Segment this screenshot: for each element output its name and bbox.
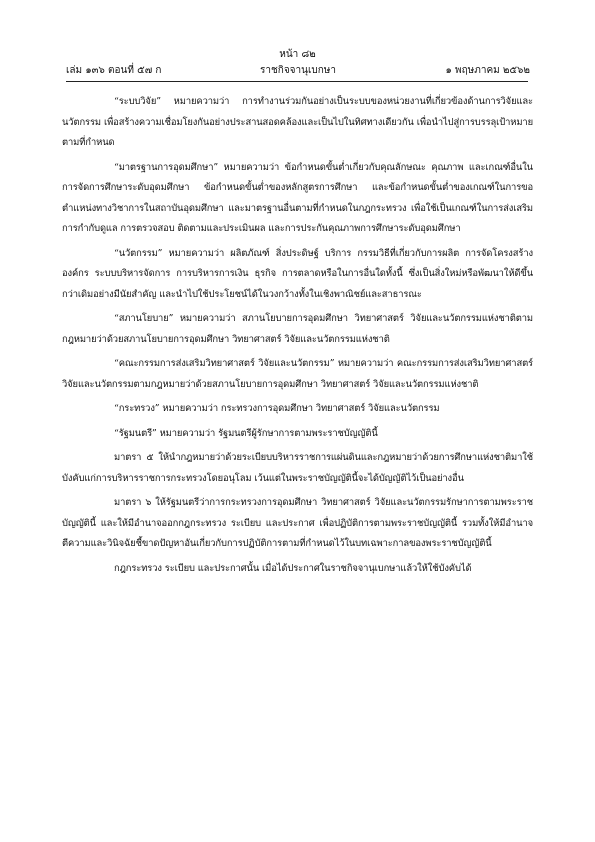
publication-date: ๑ พฤษภาคม ๒๕๖๒ bbox=[445, 65, 530, 76]
section-6: มาตรา ๖ ให้รัฐมนตรีว่าการกระทรวงการอุดมศึกษา วิทยาศาสตร์ วิจัยและนวัตกรรมรักษาการตามพระราชบัญญัตินี้ และให้มีอำนาจออกกฎกระทรวง ระเบียบ และประกาศ เพื่อปฏิบัติการตามพระราชบัญญัตินี้ รวมทั้งให้มีอำนาจตีความและวินิจฉัยชี้ขาดปัญหาอันเกี่ยวกับการปฏิบัติการตามที่กำหนดไว้ในบทเฉพาะกาลของพระราชบัญญัตินี้ bbox=[62, 497, 533, 549]
volume-issue: เล่ม ๑๓๖ ตอนที่ ๕๗ ก bbox=[66, 65, 162, 76]
definition-ministry: “กระทรวง” หมายความว่า กระทรวงการอุดมศึกษา วิทยาศาสตร์ วิจัยและนวัตกรรม bbox=[114, 403, 440, 414]
definition-policy-council: “สภานโยบาย” หมายความว่า สภานโยบายการอุดมศึกษา วิทยาศาสตร์ วิจัยและนวัตกรรมแห่งชาติตามกฎหมายว่าด้วยสภานโยบายการอุดมศึกษา วิทยาศาสตร์ วิจัยและนวัตกรรมแห่งชาติ bbox=[62, 313, 533, 345]
document-body bbox=[62, 92, 533, 583]
definition-innovation: “นวัตกรรม” หมายความว่า ผลิตภัณฑ์ สิ่งประดิษฐ์ บริการ กรรมวิธีที่เกี่ยวกับการผลิต การจัดโครงสร้างองค์กร ระบบบริหารจัดการ การบริหารการเงิน ธุรกิจ การตลาดหรือในการอื่นใดทั้งนี้ ซึ่งเป็นสิ่งใหม่หรือพัฒนาให้ดีขึ้นกว่าเดิมอย่างมีนัยสำคัญ และนำไปใช้ประโยชน์ได้ในวงกว้างทั้งในเชิงพาณิชย์และสาธารณะ bbox=[62, 247, 533, 300]
header-rule bbox=[66, 81, 528, 82]
page-number: หน้า ๘๒ bbox=[279, 49, 316, 60]
running-header bbox=[66, 64, 530, 80]
definition-research-system: “ระบบวิจัย” หมายความว่า การทำงานร่วมกันอย่างเป็นระบบของหน่วยงานที่เกี่ยวข้องด้านการวิจัยและนวัตกรรม เพื่อสร้างความเชื่อมโยงกันอย่างประสานสอดคล้องและเป็นไปในทิศทางเดียวกัน เพื่อนำไปสู่การบรรลุเป้าหมายตามที่กำหนด bbox=[62, 96, 533, 148]
definition-minister: “รัฐมนตรี” หมายความว่า รัฐมนตรีผู้รักษาการตามพระราชบัญญัตินี้ bbox=[114, 427, 378, 439]
publication-title: ราชกิจจานุเบกษา bbox=[259, 65, 337, 76]
section-5: มาตรา ๕ ให้นำกฎหมายว่าด้วยระเบียบบริหารราชการแผ่นดินและกฎหมายว่าด้วยการศึกษาแห่งชาติมาใช้บังคับแก่การบริหารราชการกระทรวงโดยอนุโลม เว้นแต่ในพระราชบัญญัตินี้จะได้บัญญัติไว้เป็นอย่างอื่น bbox=[62, 452, 533, 484]
section-6-paragraph-2: กฎกระทรวง ระเบียบ และประกาศนั้น เมื่อได้ประกาศในราชกิจจานุเบกษาแล้วให้ใช้บังคับได้ bbox=[114, 562, 472, 574]
definition-higher-education-standard: “มาตรฐานการอุดมศึกษา” หมายความว่า ข้อกำหนดขั้นต่ำเกี่ยวกับคุณลักษณะ คุณภาพ และเกณฑ์อื่นในการจัดการศึกษาระดับอุดมศึกษา ข้อกำหนดขั้นต่ำของหลักสูตรการศึกษา และข้อกำหนดขั้นต่ำของเกณฑ์ในการขอตำแหน่งทางวิชาการในสถาบันอุดมศึกษา และมาตรฐานอื่นตามที่กำหนดในกฎกระทรวง เพื่อใช้เป็นเกณฑ์ในการส่งเสริม การกำกับดูแล การตรวจสอบ ติดตามและประเมินผล และการประกันคุณภาพการศึกษาระดับอุดมศึกษา bbox=[62, 161, 533, 234]
definition-promotion-committee: “คณะกรรมการส่งเสริมวิทยาศาสตร์ วิจัยและนวัตกรรม” หมายความว่า คณะกรรมการส่งเสริมวิทยาศาสตร์ วิจัยและนวัตกรรมตามกฎหมายว่าด้วยสภานโยบายการอุดมศึกษา วิทยาศาสตร์ วิจัยและนวัตกรรมแห่งชาติ bbox=[62, 358, 533, 390]
